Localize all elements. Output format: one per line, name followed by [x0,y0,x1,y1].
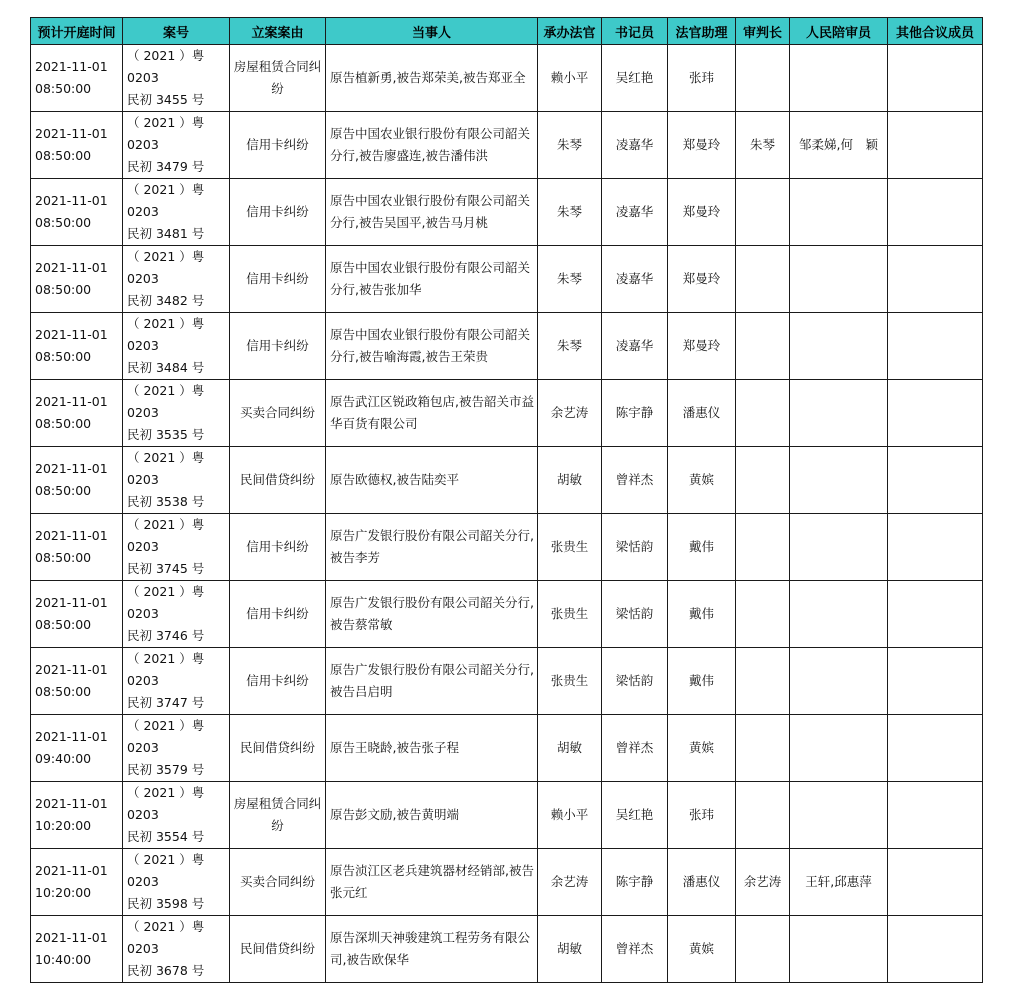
parties: 原告中国农业银行股份有限公司韶关分行,被告张加华 [330,260,531,297]
parties: 原告中国农业银行股份有限公司韶关分行,被告喻海霞,被告王荣贵 [330,327,531,364]
header-cause: 立案案由 [230,18,326,45]
hearing-date: 2021-11-01 [35,394,108,409]
case-cause-cell [230,514,326,581]
presiding-judge-cell [736,916,790,983]
clerk: 凌嘉华 [615,204,654,219]
hearing-date: 2021-11-01 [35,729,108,744]
case-cause: 民间借贷纠纷 [239,740,315,755]
clerk: 陈宇静 [615,405,654,420]
judge-assistant: 郑曼玲 [682,137,721,152]
hearing-date: 2021-11-01 [35,461,108,476]
judge-assistant: 潘惠仪 [682,405,721,420]
time-cell [31,648,123,715]
presiding-judge-cell [736,715,790,782]
judge-assistant: 黄嫔 [688,740,714,755]
presiding-judge-cell [736,380,790,447]
judge-cell [538,45,602,112]
case-cause-cell [230,313,326,380]
hearing-date: 2021-11-01 [35,930,108,945]
parties: 原告广发银行股份有限公司韶关分行,被告蔡常敏 [330,595,534,632]
time-cell [31,782,123,849]
case-cause-cell [230,112,326,179]
presiding-judge-cell [736,246,790,313]
parties-cell [326,581,538,648]
judge-assistant: 郑曼玲 [682,271,721,286]
hearing-date: 2021-11-01 [35,662,108,677]
parties: 原告武江区锐政箱包店,被告韶关市益华百货有限公司 [330,394,534,431]
hearing-time: 08:50:00 [35,349,92,364]
judge-cell [538,849,602,916]
header-judge: 承办法官 [538,18,602,45]
judge: 朱琴 [556,271,582,286]
case-number-cell [123,715,230,782]
hearing-date: 2021-11-01 [35,193,108,208]
case-number-cell [123,849,230,916]
case-number-line1: （ 2021 ）粤 0203 [127,115,205,152]
assessors-cell [790,246,888,313]
schedule-body [31,45,983,983]
parties-cell [326,313,538,380]
parties-cell [326,380,538,447]
other-members-cell [888,581,983,648]
clerk-cell [602,715,668,782]
hearing-date: 2021-11-01 [35,260,108,275]
assessors-cell [790,715,888,782]
other-members-cell [888,916,983,983]
other-members-cell [888,715,983,782]
clerk: 凌嘉华 [615,137,654,152]
assistant-cell [668,246,736,313]
time-cell [31,916,123,983]
other-members-cell [888,849,983,916]
header-others: 其他合议成员 [888,18,983,45]
clerk-cell [602,112,668,179]
clerk: 凌嘉华 [615,271,654,286]
case-number-cell [123,782,230,849]
parties-cell [326,45,538,112]
assessors-cell [790,447,888,514]
other-members-cell [888,179,983,246]
case-cause-cell [230,782,326,849]
table-row [31,648,983,715]
header-parties: 当事人 [326,18,538,45]
case-cause: 房屋租赁合同纠纷 [233,59,322,96]
presiding-judge: 朱琴 [749,137,775,152]
parties: 原告彭文励,被告黄明端 [330,807,459,822]
case-cause: 民间借贷纠纷 [239,941,315,956]
assistant-cell [668,715,736,782]
judge-assistant: 潘惠仪 [682,874,721,889]
case-number-line2: 民初 3479 号 [127,159,205,174]
case-cause: 信用卡纠纷 [246,204,309,219]
time-cell [31,514,123,581]
hearing-date: 2021-11-01 [35,327,108,342]
judge-assistant: 郑曼玲 [682,204,721,219]
hearing-time: 09:40:00 [35,751,92,766]
case-number-line1: （ 2021 ）粤 0203 [127,785,205,822]
hearing-schedule-sheet [30,17,983,983]
parties-cell [326,715,538,782]
hearing-time: 08:50:00 [35,550,92,565]
clerk: 吴红艳 [615,807,654,822]
other-members-cell [888,313,983,380]
other-members-cell [888,112,983,179]
table-row [31,916,983,983]
time-cell [31,45,123,112]
case-cause: 信用卡纠纷 [246,539,309,554]
judge-cell [538,581,602,648]
case-number-cell [123,447,230,514]
parties: 原告植新勇,被告郑荣美,被告郑亚全 [330,70,526,85]
hearing-schedule-table [30,17,983,983]
other-members-cell [888,447,983,514]
assistant-cell [668,514,736,581]
other-members-cell [888,782,983,849]
clerk-cell [602,246,668,313]
case-number-line1: （ 2021 ）粤 0203 [127,919,205,956]
parties: 原告欧德权,被告陆奕平 [330,472,459,487]
presiding-judge-cell [736,581,790,648]
case-cause-cell [230,179,326,246]
judge: 赖小平 [550,807,589,822]
parties-cell [326,849,538,916]
case-cause: 信用卡纠纷 [246,606,309,621]
table-row [31,514,983,581]
clerk: 曾祥杰 [615,740,654,755]
case-number-line2: 民初 3482 号 [127,293,205,308]
people-assessors: 王轩,邱惠萍 [805,874,872,889]
presiding-judge: 余艺涛 [743,874,782,889]
parties: 原告广发银行股份有限公司韶关分行,被告吕启明 [330,662,534,699]
case-cause: 买卖合同纠纷 [239,874,315,889]
assistant-cell [668,313,736,380]
header-clerk: 书记员 [602,18,668,45]
hearing-time: 08:50:00 [35,282,92,297]
judge-cell [538,715,602,782]
presiding-judge-cell [736,179,790,246]
parties: 原告广发银行股份有限公司韶关分行,被告李芳 [330,528,534,565]
case-number-cell [123,313,230,380]
time-cell [31,581,123,648]
table-row [31,179,983,246]
assessors-cell [790,313,888,380]
case-cause-cell [230,648,326,715]
case-number-line1: （ 2021 ）粤 0203 [127,383,205,420]
case-number-line1: （ 2021 ）粤 0203 [127,718,205,755]
clerk-cell [602,380,668,447]
case-number-line2: 民初 3746 号 [127,628,205,643]
table-row [31,447,983,514]
case-number-line2: 民初 3538 号 [127,494,205,509]
case-number-line1: （ 2021 ）粤 0203 [127,316,205,353]
case-number-line1: （ 2021 ）粤 0203 [127,584,205,621]
presiding-judge-cell [736,447,790,514]
assistant-cell [668,581,736,648]
clerk-cell [602,514,668,581]
table-row [31,380,983,447]
hearing-time: 08:50:00 [35,215,92,230]
case-number-line2: 民初 3484 号 [127,360,205,375]
clerk: 吴红艳 [615,70,654,85]
case-number-line2: 民初 3745 号 [127,561,205,576]
assessors-cell [790,514,888,581]
parties-cell [326,447,538,514]
assessors-cell [790,782,888,849]
clerk: 曾祥杰 [615,941,654,956]
clerk: 曾祥杰 [615,472,654,487]
case-number-line2: 民初 3554 号 [127,829,205,844]
judge: 余艺涛 [550,874,589,889]
judge: 胡敏 [556,740,582,755]
header-row [31,18,983,45]
judge: 朱琴 [556,137,582,152]
table-row [31,246,983,313]
hearing-time: 10:20:00 [35,818,92,833]
time-cell [31,179,123,246]
judge: 朱琴 [556,204,582,219]
judge-assistant: 戴伟 [688,606,714,621]
case-number-line1: （ 2021 ）粤 0203 [127,651,205,688]
case-number-line1: （ 2021 ）粤 0203 [127,450,205,487]
clerk: 陈宇静 [615,874,654,889]
assessors-cell [790,45,888,112]
judge-cell [538,447,602,514]
assessors-cell [790,179,888,246]
parties-cell [326,246,538,313]
time-cell [31,447,123,514]
case-number-cell [123,45,230,112]
case-number-line2: 民初 3678 号 [127,963,205,978]
hearing-date: 2021-11-01 [35,796,108,811]
assistant-cell [668,45,736,112]
assessors-cell [790,916,888,983]
judge: 胡敏 [556,472,582,487]
judge-cell [538,514,602,581]
case-number-line2: 民初 3579 号 [127,762,205,777]
header-assessors: 人民陪审员 [790,18,888,45]
case-cause-cell [230,246,326,313]
case-cause: 信用卡纠纷 [246,137,309,152]
assistant-cell [668,916,736,983]
case-cause: 信用卡纠纷 [246,673,309,688]
presiding-judge-cell [736,112,790,179]
other-members-cell [888,648,983,715]
judge: 赖小平 [550,70,589,85]
assessors-cell [790,112,888,179]
assistant-cell [668,112,736,179]
judge: 张贵生 [550,673,589,688]
table-row [31,782,983,849]
judge-assistant: 黄嫔 [688,941,714,956]
judge-cell [538,112,602,179]
assistant-cell [668,179,736,246]
parties-cell [326,916,538,983]
case-number-cell [123,179,230,246]
other-members-cell [888,380,983,447]
time-cell [31,380,123,447]
table-row [31,313,983,380]
presiding-judge-cell [736,782,790,849]
case-cause-cell [230,45,326,112]
hearing-time: 08:50:00 [35,148,92,163]
time-cell [31,313,123,380]
parties-cell [326,112,538,179]
clerk-cell [602,179,668,246]
presiding-judge-cell [736,849,790,916]
table-row [31,581,983,648]
case-number-line1: （ 2021 ）粤 0203 [127,852,205,889]
other-members-cell [888,514,983,581]
assistant-cell [668,782,736,849]
judge-cell [538,648,602,715]
judge: 胡敏 [556,941,582,956]
case-number-cell [123,648,230,715]
case-number-line2: 民初 3455 号 [127,92,205,107]
hearing-time: 10:40:00 [35,952,92,967]
parties-cell [326,782,538,849]
case-number-cell [123,581,230,648]
judge-cell [538,179,602,246]
judge-assistant: 张玮 [688,70,714,85]
case-cause-cell [230,715,326,782]
case-number-line2: 民初 3598 号 [127,896,205,911]
hearing-time: 08:50:00 [35,483,92,498]
assistant-cell [668,648,736,715]
clerk: 梁恬韵 [615,606,654,621]
case-number-cell [123,916,230,983]
parties-cell [326,514,538,581]
judge: 张贵生 [550,606,589,621]
parties: 原告王晓龄,被告张子程 [330,740,459,755]
header-presiding: 审判长 [736,18,790,45]
case-number-line1: （ 2021 ）粤 0203 [127,182,205,219]
hearing-time: 10:20:00 [35,885,92,900]
judge-assistant: 郑曼玲 [682,338,721,353]
hearing-time: 08:50:00 [35,81,92,96]
table-row [31,715,983,782]
time-cell [31,246,123,313]
case-cause: 买卖合同纠纷 [239,405,315,420]
case-cause-cell [230,447,326,514]
hearing-time: 08:50:00 [35,617,92,632]
case-cause-cell [230,849,326,916]
case-number-cell [123,514,230,581]
case-number-line1: （ 2021 ）粤 0203 [127,517,205,554]
table-row [31,45,983,112]
assistant-cell [668,849,736,916]
clerk: 梁恬韵 [615,673,654,688]
assessors-cell [790,581,888,648]
judge: 余艺涛 [550,405,589,420]
case-cause-cell [230,380,326,447]
presiding-judge-cell [736,514,790,581]
case-number-line1: （ 2021 ）粤 0203 [127,48,205,85]
hearing-date: 2021-11-01 [35,126,108,141]
judge-assistant: 戴伟 [688,539,714,554]
case-cause: 信用卡纠纷 [246,338,309,353]
parties-cell [326,179,538,246]
hearing-date: 2021-11-01 [35,863,108,878]
clerk-cell [602,447,668,514]
table-row [31,112,983,179]
judge-cell [538,916,602,983]
judge: 朱琴 [556,338,582,353]
clerk: 梁恬韵 [615,539,654,554]
hearing-time: 08:50:00 [35,416,92,431]
clerk-cell [602,648,668,715]
people-assessors: 邹柔娣,何 颖 [799,137,878,152]
case-cause: 民间借贷纠纷 [239,472,315,487]
hearing-date: 2021-11-01 [35,528,108,543]
parties-cell [326,648,538,715]
case-number-cell [123,380,230,447]
clerk-cell [602,581,668,648]
assessors-cell [790,648,888,715]
hearing-date: 2021-11-01 [35,595,108,610]
case-cause-cell [230,916,326,983]
hearing-time: 08:50:00 [35,684,92,699]
clerk-cell [602,916,668,983]
case-cause: 房屋租赁合同纠纷 [233,796,322,833]
parties: 原告中国农业银行股份有限公司韶关分行,被告吴国平,被告马月桃 [330,193,531,230]
case-number-line2: 民初 3481 号 [127,226,205,241]
header-case-no: 案号 [123,18,230,45]
assistant-cell [668,380,736,447]
table-row [31,849,983,916]
presiding-judge-cell [736,45,790,112]
case-cause: 信用卡纠纷 [246,271,309,286]
presiding-judge-cell [736,313,790,380]
parties: 原告深圳天神骏建筑工程劳务有限公司,被告欧保华 [330,930,531,967]
judge: 张贵生 [550,539,589,554]
assessors-cell [790,849,888,916]
case-number-line2: 民初 3535 号 [127,427,205,442]
clerk-cell [602,782,668,849]
case-number-line2: 民初 3747 号 [127,695,205,710]
header-time: 预计开庭时间 [31,18,123,45]
clerk-cell [602,849,668,916]
judge-assistant: 张玮 [688,807,714,822]
presiding-judge-cell [736,648,790,715]
clerk-cell [602,45,668,112]
hearing-date: 2021-11-01 [35,59,108,74]
other-members-cell [888,246,983,313]
case-number-line1: （ 2021 ）粤 0203 [127,249,205,286]
clerk: 凌嘉华 [615,338,654,353]
other-members-cell [888,45,983,112]
assistant-cell [668,447,736,514]
judge-cell [538,782,602,849]
assessors-cell [790,380,888,447]
clerk-cell [602,313,668,380]
time-cell [31,849,123,916]
case-number-cell [123,112,230,179]
judge-assistant: 黄嫔 [688,472,714,487]
judge-cell [538,313,602,380]
case-number-cell [123,246,230,313]
case-cause-cell [230,581,326,648]
judge-cell [538,380,602,447]
judge-assistant: 戴伟 [688,673,714,688]
parties: 原告浈江区老兵建筑器材经销部,被告张元红 [330,863,534,900]
header-assistant: 法官助理 [668,18,736,45]
time-cell [31,112,123,179]
parties: 原告中国农业银行股份有限公司韶关分行,被告廖盛连,被告潘伟洪 [330,126,531,163]
judge-cell [538,246,602,313]
time-cell [31,715,123,782]
